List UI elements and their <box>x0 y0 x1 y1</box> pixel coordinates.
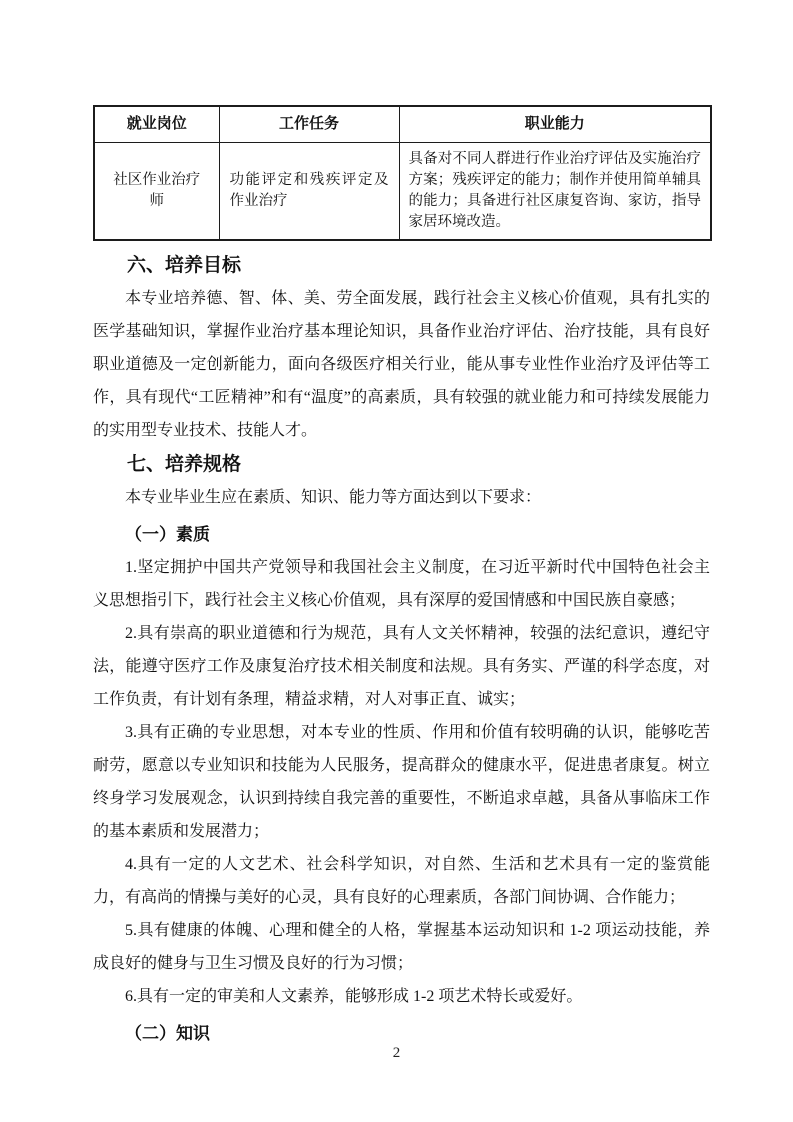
cell-tasks: 功能评定和残疾评定及作业治疗 <box>219 143 399 241</box>
col-header-tasks: 工作任务 <box>219 106 399 143</box>
quality-item-6: 6.具有一定的审美和人文素养，能够形成 1-2 项艺术特长或爱好。 <box>125 988 583 1005</box>
subsection2-heading: （二）知识 <box>125 1024 210 1043</box>
col-header-position: 就业岗位 <box>94 106 219 143</box>
table-header-row <box>94 106 711 143</box>
page-number: 2 <box>392 1045 401 1061</box>
quality-item-5: 5.具有健康的体魄、心理和健全的人格，掌握基本运动知识和 1-2 项运动技能，养成良好的健身与卫生习惯及良好的行为习惯； <box>93 922 710 972</box>
quality-item-1: 1.坚定拥护中国共产党领导和我国社会主义制度，在习近平新时代中国特色社会主义思想指引下，践行社会主义核心价值观，具有深厚的爱国情感和中国民族自豪感； <box>93 559 710 609</box>
quality-item-4: 4.具有一定的人文艺术、社会科学知识，对自然、生活和艺术具有一定的鉴赏能力，有高尚的情操与美好的心灵，具有良好的心理素质，各部门间协调、合作能力； <box>93 856 710 906</box>
subsection1-heading: （一）素质 <box>125 525 210 544</box>
section7-intro: 本专业毕业生应在素质、知识、能力等方面达到以下要求： <box>125 489 542 506</box>
section6-paragraph: 本专业培养德、智、体、美、劳全面发展，践行社会主义核心价值观，具有扎实的医学基础知识，掌握作业治疗基本理论知识，具备作业治疗评估、治疗技能，具有良好职业道德及一定创新能力，面向各级医疗相关行业，能从事专业性作业治疗及评估等工作，具有现代“工匠精神”和有“温度”的高素质，具有较强的就业能力和可持续发展能力的实用型专业技术、技能人才。 <box>93 290 710 439</box>
col-header-abilities: 职业能力 <box>399 106 711 143</box>
quality-item-3: 3.具有正确的专业思想，对本专业的性质、作用和价值有较明确的认识，能够吃苦耐劳，愿意以专业知识和技能为人民服务，提高群众的健康水平，促进患者康复。树立终身学习发展观念，认识到持续自我完善的重要性，不断追求卓越，具备从事临床工作的基本素质和发展潜力； <box>93 724 710 840</box>
cell-abilities: 具备对不同人群进行作业治疗评估及实施治疗方案；残疾评定的能力；制作并使用简单辅具的能力；具备进行社区康复咨询、家访，指导家居环境改造。 <box>399 143 711 241</box>
table-row <box>94 143 711 241</box>
cell-position: 社区作业治疗师 <box>94 143 219 241</box>
quality-item-2: 2.具有崇高的职业道德和行为规范，具有人文关怀精神，较强的法纪意识，遵纪守法，能遵守医疗工作及康复治疗技术相关制度和法规。具有务实、严谨的科学态度，对工作负责，有计划有条理，精益求精，对人对事正直、诚实； <box>93 625 710 708</box>
section6-heading: 六、培养目标 <box>127 255 242 276</box>
employment-table <box>93 105 712 241</box>
section7-heading: 七、培养规格 <box>127 454 242 475</box>
page-content <box>93 105 710 1050</box>
